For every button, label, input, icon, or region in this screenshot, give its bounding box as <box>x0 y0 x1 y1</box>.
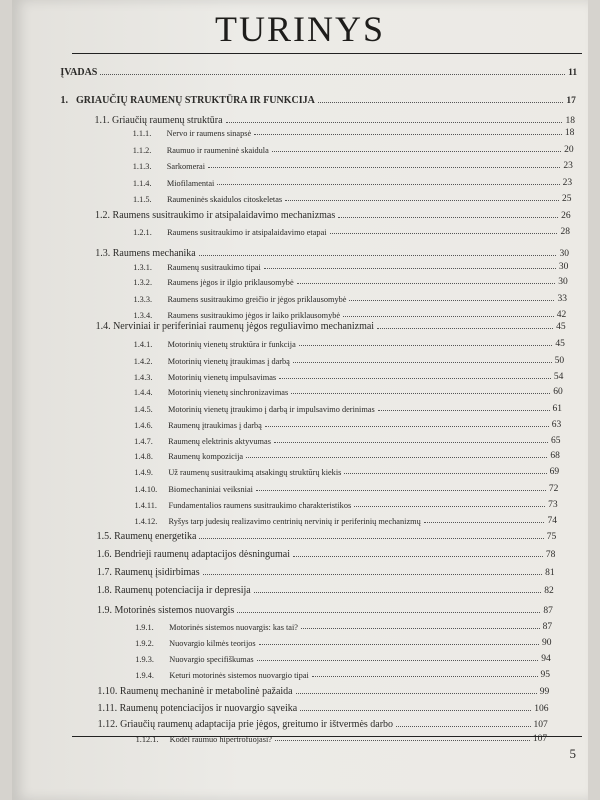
toc-dot-leader <box>264 268 556 269</box>
toc-entry-label <box>98 703 298 714</box>
toc-entry-text: ĮVADAS <box>60 67 98 78</box>
toc-dot-leader <box>344 473 546 474</box>
book-page <box>12 0 588 800</box>
toc-entry <box>136 730 548 744</box>
toc-entry-page: 82 <box>544 586 554 596</box>
toc-entry <box>135 618 552 632</box>
toc-entry-page: 107 <box>532 734 548 744</box>
toc-entry-number: 1.4.5. <box>134 405 153 414</box>
toc-entry-number: 1.4.9. <box>134 468 153 477</box>
toc-entry-label <box>134 485 253 494</box>
toc-entry-page: 50 <box>554 356 565 366</box>
toc-entry <box>134 335 565 349</box>
toc-entry-label <box>133 195 282 204</box>
toc-entry-page: 30 <box>558 262 569 272</box>
toc-dot-leader <box>349 300 554 301</box>
toc-entry-text: 1.3. Raumens mechanika <box>95 248 196 259</box>
toc-entry-label <box>133 278 293 287</box>
toc-entry-number: 1.3.3. <box>133 295 153 304</box>
toc-entry-label <box>96 321 375 332</box>
toc-entry-text: Nuovargio specifiškumas <box>169 655 254 664</box>
toc-entry-text: 1.1. Griaučių raumenų struktūra <box>94 115 223 126</box>
toc-dot-leader <box>100 74 565 75</box>
toc-dot-leader <box>279 378 551 379</box>
toc-entry-number: 1.1.5. <box>132 195 152 204</box>
toc-entry-text: Biomechaniniai veiksniai <box>168 485 253 494</box>
toc-dot-leader <box>293 362 552 363</box>
toc-entry-text: 1.7. Raumenų įsidirbimas <box>96 567 200 578</box>
toc-entry-text: 1.4. Nerviniai ir periferiniai raumenų jėgos reguliavimo mechanizmai <box>95 321 375 332</box>
toc-entry <box>134 480 558 494</box>
toc-entry-page: 73 <box>548 500 558 510</box>
toc-entry-label <box>133 263 261 272</box>
toc-entry-label <box>97 686 292 697</box>
toc-entry-text: 1.9. Motorinės sistemos nuovargis <box>97 605 235 616</box>
toc-entry <box>60 64 577 78</box>
toc-entry-label <box>134 501 351 510</box>
toc-entry-text: Fundamentalios raumens susitraukimo charakteristikos <box>168 501 352 510</box>
toc-dot-leader <box>378 410 550 411</box>
toc-entry-page: 95 <box>540 670 551 680</box>
toc-entry-number: 1.2.1. <box>133 228 152 237</box>
toc-entry-number: 1.4.2. <box>133 357 153 366</box>
page-number: 5 <box>569 746 576 761</box>
toc-entry-text: 1.5. Raumenų energetika <box>96 531 197 542</box>
toc-entry-text: 1.6. Bendrieji raumenų adaptacijos dėsningumai <box>96 549 290 560</box>
toc-dot-leader <box>246 457 547 458</box>
toc-dot-leader <box>354 506 545 507</box>
toc-entry <box>97 582 554 596</box>
toc-entry-page: 54 <box>553 372 564 382</box>
toc-entry-label <box>97 605 234 616</box>
toc-entry <box>133 223 570 237</box>
toc-entry-text: Motorinių vienetų impulsavimas <box>167 373 277 382</box>
toc-entry-text: Raumenų įtraukimas į darbą <box>168 421 262 430</box>
toc-dot-leader <box>285 200 559 201</box>
toc-entry-text: Nuovargio kilmės teorijos <box>169 639 256 648</box>
toc-entry-label <box>134 388 288 397</box>
toc-dot-leader <box>203 574 543 575</box>
toc-entry-text: Sarkomerai <box>166 162 206 171</box>
toc-entry <box>134 463 559 477</box>
toc-entry <box>135 650 551 664</box>
toc-entry-text: Motorinių vienetų įtraukimo į darbą ir impulsavimo derinimas <box>168 405 375 414</box>
toc-entry <box>134 368 564 382</box>
toc-entry <box>133 258 568 272</box>
toc-entry-text: 1.8. Raumenų potenciacija ir depresija <box>96 585 251 596</box>
toc-entry-label <box>134 468 341 477</box>
toc-entry-page: 23 <box>562 178 573 188</box>
toc-entry <box>98 700 549 714</box>
toc-entry-text: Raumenų susitraukimo tipai <box>167 263 261 272</box>
toc-entry-page: 87 <box>543 606 553 616</box>
toc-entry-number: 1.4.4. <box>133 388 153 397</box>
toc-entry-label <box>95 210 335 221</box>
toc-entry <box>134 416 561 430</box>
toc-dot-leader <box>377 328 553 329</box>
toc-entry-number: 1.3.4. <box>133 311 153 320</box>
toc-entry-label <box>135 655 253 664</box>
toc-entry-label <box>97 585 251 596</box>
toc-dot-leader <box>257 660 539 661</box>
toc-entry-label <box>134 373 276 382</box>
toc-entry <box>98 716 548 730</box>
toc-entry-number: 1.3.1. <box>133 263 152 272</box>
toc-entry-page: 106 <box>534 704 549 714</box>
toc-entry-text: 1.10. Raumenų mechaninė ir metabolinė pažaida <box>97 686 293 697</box>
toc-entry-label <box>133 295 346 304</box>
toc-entry <box>134 352 564 366</box>
toc-entry-page: 74 <box>547 516 557 526</box>
toc-entry-page: 65 <box>551 436 561 446</box>
toc-entry-text: Raumeninės skaidulos citoskeletas <box>166 195 283 204</box>
toc-entry-page: 11 <box>568 68 578 78</box>
toc-entry-page: 17 <box>566 96 576 106</box>
toc-entry-text: Raumuo ir raumeninė skaidula <box>166 146 269 155</box>
toc-entry <box>133 157 573 171</box>
toc-dot-leader <box>254 134 562 135</box>
toc-entry <box>135 634 551 648</box>
toc-entry <box>133 273 567 287</box>
toc-dot-leader <box>300 710 531 711</box>
toc-entry-page: 45 <box>555 339 565 349</box>
toc-entry-page: 78 <box>545 550 556 560</box>
toc-entry-number: 1.12.1. <box>135 735 159 744</box>
toc-entry-label <box>134 437 271 446</box>
toc-entry-page: 33 <box>557 294 567 304</box>
toc-dot-leader <box>312 676 538 677</box>
toc-entry-number: 1.9.1. <box>135 623 154 632</box>
toc-entry <box>133 190 572 204</box>
toc-entry-text: Motorinės sistemos nuovargis: kas tai? <box>169 623 298 632</box>
toc-entry-page: 23 <box>563 161 573 171</box>
toc-entry-label <box>134 452 243 461</box>
toc-entry-number: 1.1.3. <box>132 162 152 171</box>
toc-entry-page: 45 <box>556 322 566 332</box>
toc-entry-label <box>133 179 214 188</box>
table-of-contents <box>12 0 588 800</box>
toc-dot-leader <box>299 345 553 346</box>
toc-dot-leader <box>208 167 560 168</box>
toc-entry-number: 1.1.2. <box>132 146 152 155</box>
toc-dot-leader <box>256 490 546 491</box>
toc-entry-page: 63 <box>551 420 562 430</box>
toc-entry-label <box>133 162 205 171</box>
toc-entry <box>133 290 567 304</box>
toc-entry-text: 1.2. Raumens susitraukimo ir atsipalaidavimo mechanizmas <box>95 210 336 221</box>
toc-entry-text: Raumens jėgos ir ilgio priklausomybė <box>167 278 294 287</box>
toc-dot-leader <box>291 393 550 394</box>
toc-entry-label <box>135 639 256 648</box>
toc-dot-leader <box>396 726 530 727</box>
toc-entry-number: 1.1.1. <box>132 129 152 138</box>
toc-dot-leader <box>226 122 563 123</box>
toc-dot-leader <box>343 316 554 317</box>
toc-entry <box>134 383 563 397</box>
toc-entry-number: 1.1.4. <box>132 179 152 188</box>
toc-entry-label <box>97 549 290 560</box>
toc-entry-number: 1.4.8. <box>134 452 153 461</box>
toc-dot-leader <box>237 612 540 613</box>
toc-entry-number: 1.4.1. <box>133 340 153 349</box>
toc-entry-number: 1.9.4. <box>135 671 154 680</box>
toc-entry <box>134 400 562 414</box>
toc-entry-text: Raumenų kompozicija <box>168 452 244 461</box>
toc-entry-text: Motorinių vienetų struktūra ir funkcija <box>167 340 296 349</box>
toc-entry <box>97 564 555 578</box>
toc-entry-number: 1.4.12. <box>134 517 158 526</box>
toc-entry <box>134 447 560 461</box>
toc-entry-label <box>60 95 314 106</box>
toc-entry-page: 107 <box>533 720 548 730</box>
toc-entry-page: 87 <box>542 622 553 632</box>
toc-dot-leader <box>424 522 545 523</box>
toc-entry <box>97 546 556 560</box>
toc-entry-number: 1.9.3. <box>135 655 154 664</box>
toc-entry-number: 1.3.2. <box>133 278 153 287</box>
toc-entry-label <box>134 421 262 430</box>
toc-dot-leader <box>301 628 540 629</box>
toc-dot-leader <box>330 233 558 234</box>
toc-entry-text: Nervo ir raumens sinapsė <box>166 129 252 138</box>
toc-entry-page: 25 <box>561 194 572 204</box>
toc-dot-leader <box>265 426 549 427</box>
toc-entry <box>95 207 571 221</box>
toc-entry-page: 75 <box>546 532 557 542</box>
toc-entry <box>135 666 550 680</box>
toc-entry-label <box>135 671 309 680</box>
toc-dot-leader <box>318 102 563 103</box>
toc-entry-text: Raumenų elektrinis aktyvumas <box>168 437 271 446</box>
toc-entry-page: 61 <box>552 404 562 414</box>
toc-entry <box>95 245 569 259</box>
toc-entry-label <box>134 357 290 366</box>
footer-divider <box>72 736 582 737</box>
toc-dot-leader <box>272 151 561 152</box>
toc-entry-number: 1.9.2. <box>135 639 154 648</box>
toc-entry-page: 18 <box>565 116 575 126</box>
toc-entry-page: 68 <box>550 451 560 461</box>
toc-entry-text: Keturi motorinės sistemos nuovargio tipai <box>169 671 309 680</box>
toc-entry-text: 1.12. Griaučių raumenų adaptacija prie jėgos, greitumo ir ištvermės darbo <box>97 719 394 730</box>
toc-entry-label <box>133 228 326 237</box>
toc-dot-leader <box>259 644 539 645</box>
toc-entry-text: Raumens susitraukimo ir atsipalaidavimo etapai <box>167 228 327 237</box>
toc-entry-text: 1.11. Raumenų potenciacijos ir nuovargio sąveika <box>97 703 298 714</box>
toc-entry-page: 18 <box>564 128 575 138</box>
toc-entry-number: 1.4.7. <box>134 437 153 446</box>
toc-entry <box>133 141 574 155</box>
toc-dot-leader <box>217 184 559 185</box>
toc-entry-text: Už raumenų susitraukimą atsakingų struktūrų kiekis <box>168 468 342 477</box>
toc-entry <box>135 512 557 526</box>
toc-entry <box>60 92 575 106</box>
toc-entry-text: Raumens susitraukimo jėgos ir laiko priklausomybė <box>167 311 341 320</box>
toc-dot-leader <box>199 538 543 539</box>
toc-entry-text: Motorinių vienetų sinchronizavimas <box>167 388 289 397</box>
toc-entry-text: GRIAUČIŲ RAUMENŲ STRUKTŪRA IR FUNKCIJA <box>75 95 315 106</box>
toc-entry-number: 1. <box>60 95 68 106</box>
toc-entry-page: 60 <box>553 387 563 397</box>
toc-entry <box>97 602 553 616</box>
toc-dot-leader <box>338 217 558 218</box>
toc-entry-text: Ryšys tarp judesių realizavimo centrinių nervinių ir periferinių mechanizmų <box>168 517 421 526</box>
toc-entry-label <box>97 567 200 578</box>
toc-entry-label <box>134 405 375 414</box>
toc-entry-number: 1.4.10. <box>134 485 158 494</box>
toc-entry-page: 69 <box>549 467 560 477</box>
toc-dot-leader <box>274 442 548 443</box>
toc-entry-number: 1.4.6. <box>134 421 153 430</box>
toc-entry-page: 42 <box>556 310 567 320</box>
toc-entry-label <box>133 129 252 138</box>
toc-entry <box>97 683 549 697</box>
toc-dot-leader <box>199 255 557 256</box>
toc-entry-page: 30 <box>559 249 569 259</box>
toc-entry-text: Miofilamentai <box>166 179 215 188</box>
toc-entry-page: 99 <box>539 687 550 697</box>
toc-entry <box>96 318 566 332</box>
toc-entry <box>134 432 560 446</box>
toc-entry-label <box>135 517 421 526</box>
toc-entry-label <box>135 623 298 632</box>
toc-entry-label <box>98 719 393 730</box>
toc-entry-page: 20 <box>564 145 574 155</box>
toc-dot-leader <box>297 283 556 284</box>
toc-entry-page: 72 <box>548 484 559 494</box>
toc-entry-page: 26 <box>561 211 571 221</box>
toc-dot-leader <box>296 693 537 694</box>
toc-entry-label <box>134 340 296 349</box>
page-title: TURINYS <box>214 9 385 49</box>
toc-entry <box>133 174 572 188</box>
toc-entry <box>133 124 575 138</box>
toc-entry-page: 90 <box>541 638 552 648</box>
toc-entry <box>134 496 557 510</box>
toc-entry-number: 1.4.3. <box>133 373 153 382</box>
toc-dot-leader <box>293 556 543 557</box>
toc-dot-leader <box>275 740 530 741</box>
toc-entry-text: Raumens susitraukimo greičio ir jėgos priklausomybė <box>167 295 347 304</box>
toc-entry-page: 94 <box>541 654 551 664</box>
toc-entry-label <box>133 146 269 155</box>
toc-entry-text: Motorinių vienetų įtraukimas į darbą <box>167 357 290 366</box>
toc-entry <box>97 528 557 542</box>
toc-entry-page: 30 <box>558 277 568 287</box>
toc-entry-number: 1.4.11. <box>134 501 157 510</box>
toc-entry-label <box>97 531 197 542</box>
toc-entry-page: 28 <box>560 227 570 237</box>
toc-dot-leader <box>254 592 542 593</box>
toc-entry-text: Kodėl raumuo hipertrofuojasi? <box>169 735 272 744</box>
toc-entry-label <box>60 67 97 78</box>
toc-entry-page: 81 <box>545 568 555 578</box>
